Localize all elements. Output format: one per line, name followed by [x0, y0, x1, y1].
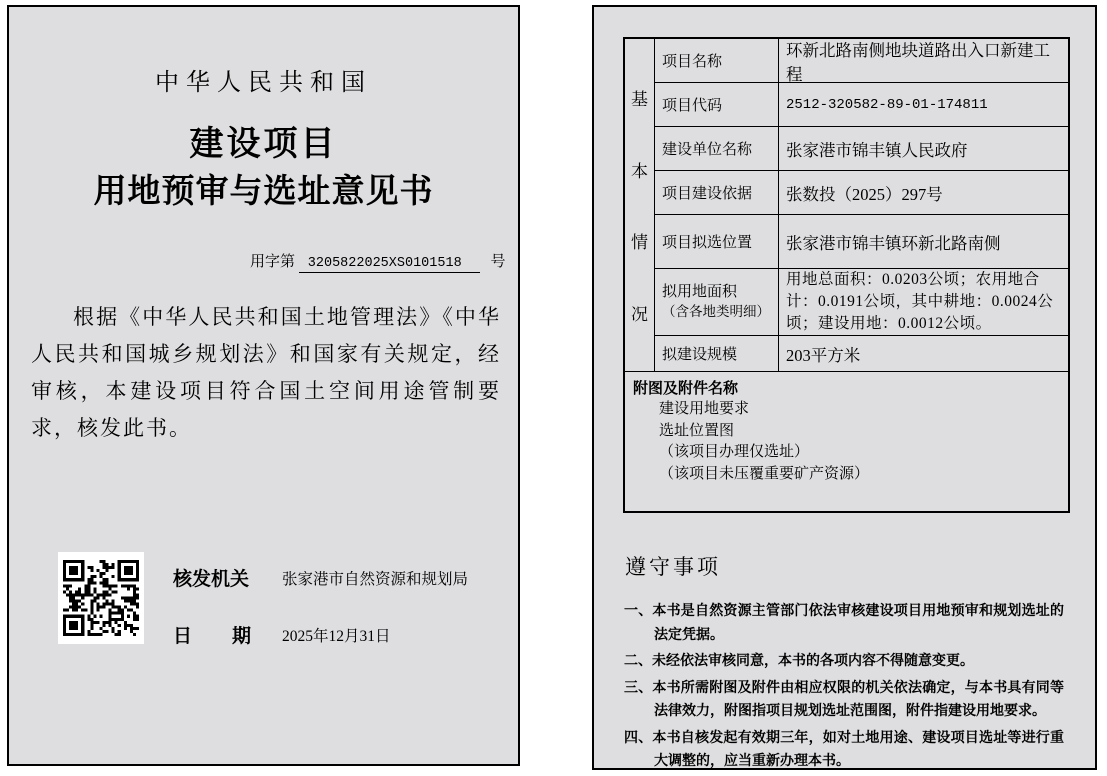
land-area-label-sub: （含各地类明细）	[662, 304, 770, 319]
country-heading: 中华人民共和国	[155, 70, 372, 96]
side-label-char: 情	[631, 233, 648, 253]
issuer-value: 张家港市自然资源和规划局	[282, 571, 469, 588]
row-label-project-code: 项目代码	[655, 83, 779, 127]
certificate-body-paragraph: 根据《中华人民共和国土地管理法》《中华人民共和国城乡规划法》和国家有关规定，经审核，本建设项目符合国土空间用途管制要求，核发此书。	[31, 306, 501, 440]
compliance-note: 三、本书所需附图及附件由相应权限的机关依法确定，与本书具有同等法律效力，附图指项目规划选址范围图，附件指建设用地要求。	[624, 678, 1064, 718]
certificate-title-line1: 建设项目	[189, 125, 338, 163]
attachment-item: （该项目未压覆重要矿产资源）	[659, 465, 870, 482]
compliance-notes-list	[624, 599, 1064, 776]
document-number-line	[250, 250, 505, 273]
certificate-details-page	[592, 5, 1097, 770]
issuer-label: 核发机关	[173, 569, 250, 590]
date-label	[173, 621, 251, 648]
attachments-header: 附图及附件名称	[633, 380, 739, 397]
certificate-title-line2: 用地预审与选址意见书	[93, 172, 434, 209]
qr-code-svg	[63, 557, 139, 639]
row-label-construction-scale: 拟建设规模	[655, 336, 779, 372]
table-side-label-basic-info	[625, 39, 655, 372]
compliance-note: 一、本书是自然资源主管部门依法审核建设项目用地预审和规划选址的法定凭据。	[624, 602, 1064, 642]
basic-info-table	[623, 37, 1070, 513]
date-label-char-left: 日	[173, 626, 193, 647]
row-value-construction-unit: 张家港市锦丰镇人民政府	[779, 127, 1068, 171]
row-label-proposed-location: 项目拟选位置	[655, 215, 779, 269]
row-value-construction-scale: 203平方米	[779, 336, 1068, 372]
row-label-land-area	[655, 269, 779, 336]
side-label-char: 况	[631, 304, 648, 324]
compliance-note: 二、未经依法审核同意，本书的各项内容不得随意变更。	[624, 652, 974, 668]
document-number-suffix: 号	[490, 254, 506, 270]
row-label-project-name: 项目名称	[655, 39, 779, 83]
side-label-char: 基	[631, 90, 648, 110]
land-area-label-main: 拟用地面积	[662, 284, 738, 300]
certificate-cover-page	[7, 5, 520, 766]
row-value-project-code: 2512-320582-89-01-174811	[779, 83, 1068, 127]
row-value-proposed-location: 张家港市锦丰镇环新北路南侧	[779, 215, 1068, 269]
date-value: 2025年12月31日	[282, 628, 391, 645]
attachment-item: （该项目办理仅选址）	[659, 444, 810, 460]
attachment-item: 选址位置图	[659, 422, 735, 439]
compliance-notes-title: 遵守事项	[625, 556, 721, 579]
row-value-construction-basis: 张数投（2025）297号	[779, 171, 1068, 215]
document-number-value: 3205822025XS0101518	[299, 256, 480, 273]
qr-code	[58, 552, 144, 644]
side-label-char: 本	[631, 161, 648, 181]
document-number-prefix: 用字第	[250, 254, 296, 270]
row-label-construction-unit: 建设单位名称	[655, 127, 779, 171]
row-value-project-name: 环新北路南侧地块道路出入口新建工程	[779, 39, 1068, 83]
row-value-land-area: 用地总面积：0.0203公顷；农用地合计：0.0191公顷，其中耕地：0.0024公顷；建设用地：0.0012公顷。	[779, 269, 1068, 336]
compliance-note: 四、本书自核发起有效期三年，如对土地用途、建设项目选址等进行重大调整的，应当重新办理本书。	[624, 728, 1064, 768]
date-label-char-right: 期	[231, 626, 251, 647]
attachments-cell	[625, 372, 1068, 511]
attachment-item: 建设用地要求	[659, 401, 750, 417]
row-label-construction-basis: 项目建设依据	[655, 171, 779, 215]
